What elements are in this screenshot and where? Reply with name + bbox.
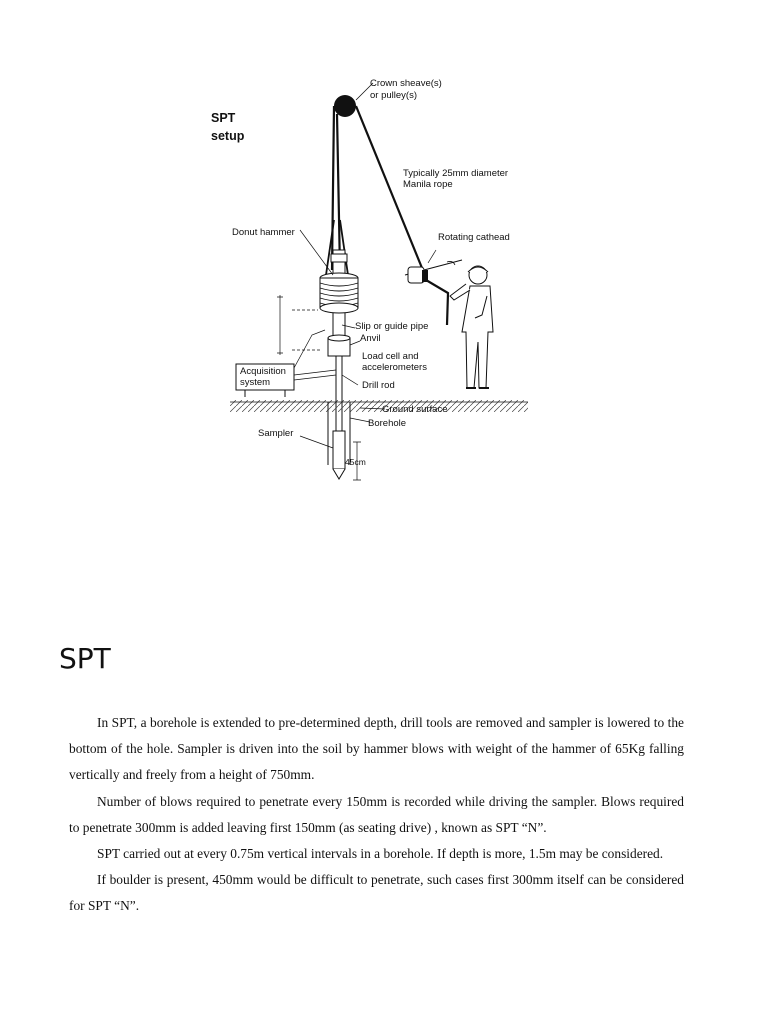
paragraph-4: If boulder is present, 450mm would be difficult to penetrate, such cases first 300mm itself can be considered for SPT “N”. (69, 872, 684, 914)
label-donut-hammer: Donut hammer (232, 227, 295, 238)
rope-left (332, 106, 340, 270)
paragraph-1: In SPT, a borehole is extended to pre-determined depth, drill tools are removed and sampler is lowered to the bottom of the hole. Sampler is driven into the soil by hammer blows with weight of the hammer of 65Kg falling vertically and freely from a height of 750mm. (69, 715, 684, 783)
label-45cm: 45cm (345, 457, 366, 467)
label-drill-rod: Drill rod (362, 380, 395, 391)
label-acquisition-1: Acquisition (240, 366, 286, 377)
sampler (333, 431, 345, 479)
label-ground-surface: Ground surface (382, 404, 448, 415)
paragraph-3: SPT carried out at every 0.75m vertical intervals in a borehole. If depth is more, 1.5m may be considered. (97, 846, 664, 862)
section-heading: SPT (59, 642, 111, 675)
label-load-cell-1: Load cell and (362, 351, 419, 362)
label-load-cell-2: accelerometers (362, 362, 427, 373)
label-sampler: Sampler (258, 428, 294, 439)
crown-sheave (334, 95, 356, 117)
worker (450, 266, 493, 388)
rotating-cathead (405, 260, 462, 283)
caption-line-1: SPT (211, 111, 236, 125)
label-crown-sheave-2: or pulley(s) (370, 90, 417, 101)
label-borehole: Borehole (368, 418, 407, 429)
paragraph-2: Number of blows required to penetrate every 150mm is recorded while driving the sampler. Blows required to penetrate 300mm is added leaving first 150mm (as seating drive) , known as SPT “N”. (69, 793, 684, 835)
label-anvil: Anvil (360, 333, 381, 344)
label-crown-sheave-1: Crown sheave(s) (370, 78, 442, 89)
spt-setup-diagram (200, 70, 540, 485)
donut-hammer (320, 273, 358, 313)
label-slip-guide-pipe: Slip or guide pipe (355, 321, 429, 332)
label-acquisition-2: system (240, 377, 271, 388)
label-rotating-cathead: Rotating cathead (438, 232, 510, 243)
drill-rod (336, 356, 342, 431)
caption-line-2: setup (211, 129, 245, 143)
label-rope-2: Manila rope (403, 179, 453, 190)
section-body (69, 710, 684, 920)
label-rope-1: Typically 25mm diameter (403, 168, 509, 179)
